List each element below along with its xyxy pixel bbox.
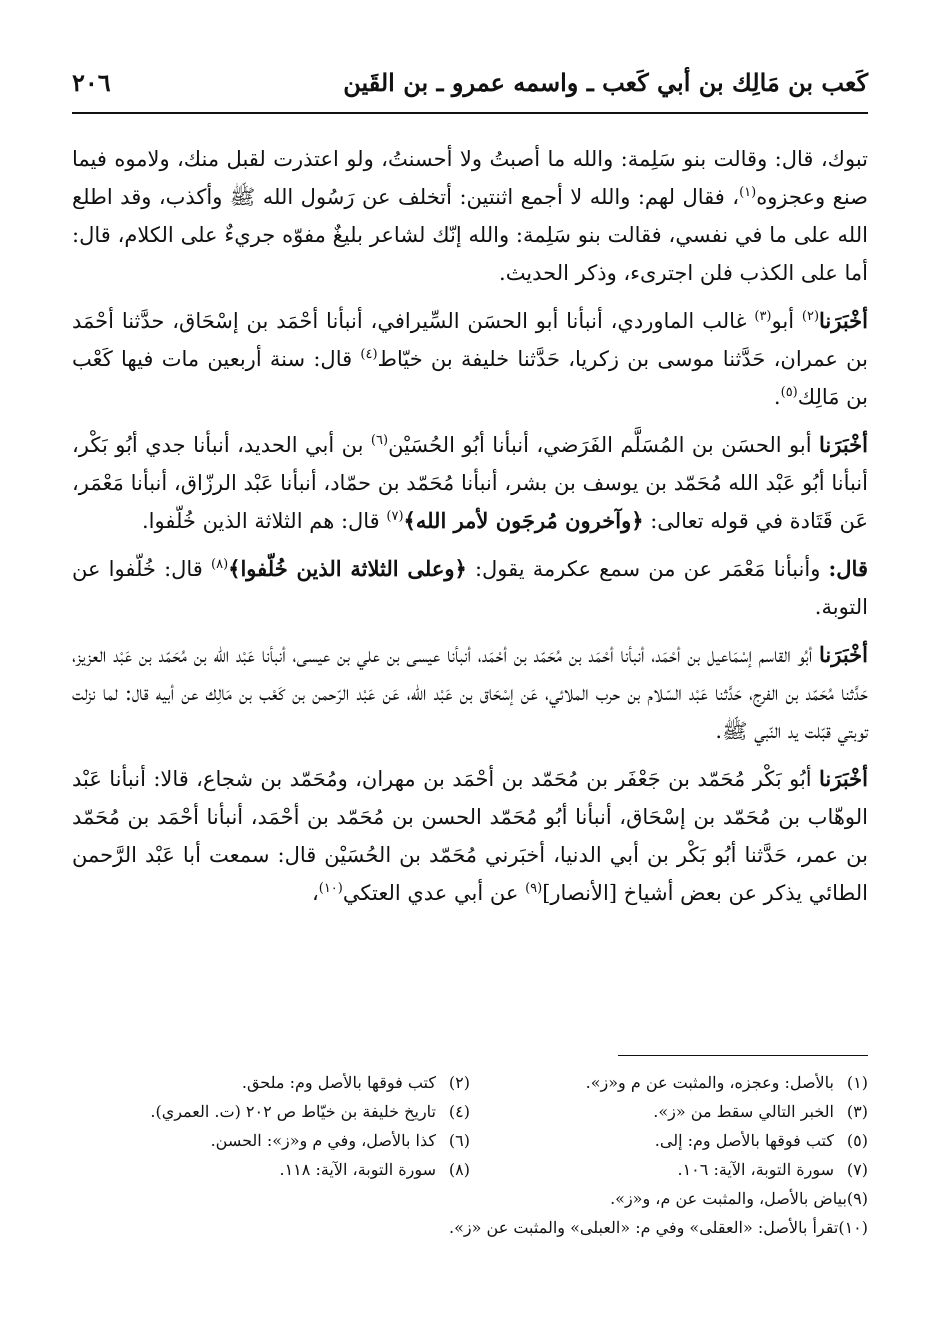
footnote-text: الخبر التالي سقط من «ز». [653,1102,834,1121]
footnote-number: (٤) [448,1102,470,1121]
quran-quote: ﴿وآخرون مُرجَون لأمر الله﴾ [403,508,644,533]
hadith-lead: أخْبَرَنا [819,432,868,457]
paragraph-text: ، فقال لهم: والله لا أجمع اثنتين: أتخلف عن رَسُول الله ﷺ وأكذب، وقد اطلع الله على ما في نفسي، فقالت بنو سَلِمة: والله إنّك لشاعر بليغٌ مفوّه جريءٌ على الكلام، قال: أما على الكذب فلن اجترىء، وذكر الحديث. [72,185,868,285]
footnote-item [72,1189,868,1208]
paragraph-text: أبُو بَكْر مُحَمّد بن جَعْفَر بن مُحَمّد بن أحْمَد بن مهران، ومُحَمّد بن شجاع، قالا: أنبأنا عَبْد الوهّاب بن مُحَمّد بن إسْحَاق، أنبأنا أبُو مُحَمّد الحسن بن مُحَمّد بن أحْمَد، أنبأنا أحْمَد بن مُحَمّد بن عمر، حَدَّثنا أبُو بَكْر بن أبي الدنيا، أخبَرني مُحَمّد بن الحُسَيْن قال: سمعت أبا عَبْد الرَّحمن الطائي يذكر عن بعض أشياخ [الأنصار] [72,767,868,905]
footnote-ref[interactable]: (٤) [360,347,378,362]
footnote-item [72,1218,868,1237]
footnote-item [470,1102,868,1121]
footnote-item [470,1160,868,1179]
footnote-ref[interactable]: (١٠) [318,881,343,896]
main-text [72,140,868,922]
footnote-item [72,1102,470,1121]
footnote-number: (٧) [846,1160,868,1179]
paragraph-1 [72,140,868,292]
footnote-row [72,1155,868,1184]
footnote-text: تاريخ خليفة بن خيّاط ص ٢٠٢ (ت. العمري). [150,1102,436,1121]
paragraph-text: أبُو القاسم إسْمَاعيل بن أحْمَد، أنبأنا أحْمَد بن مُحَمّد بن أحْمَد، أنبأنا عيسى بن علي بن عيسى، أنبأنا عَبْد الله بن مُحَمّد بن عَبْد العزيز، حَدَّثنا مُحَمّد بن الفرج، حَدَّثنا عَبْد السّلام بن حرب الملائي، عَن إسْحَاق بن عَبْد الله، عَن عَبْد الرّحمن بن كَعْب بن مَالِك عن أبيه قال: لما نزلت توبتي قبّلت يد النّبي ﷺ. [72,643,868,743]
footnote-ref[interactable]: (٢) [801,309,820,324]
paragraph-text: عن أبي عدي العتكي [342,881,526,905]
footnote-text: بالأصل: وعجزه، والمثبت عن م و«ز». [585,1073,834,1092]
paragraph-text: وأنبأنا مَعْمَر عن من سمع عكرمة يقول: [466,557,829,581]
footnote-row [72,1097,868,1126]
footnote-ref[interactable]: (٦) [370,433,389,448]
footnote-ref[interactable]: (١) [739,185,757,200]
footnote-number: (١٠) [838,1218,868,1237]
paragraph-text: قال: سنة أربعين مات فيها كَعْب بن مَالِك [72,347,868,409]
footnote-ref[interactable]: (٨) [211,557,229,572]
footnote-number: (٩) [846,1189,868,1208]
footnote-row [72,1126,868,1155]
footnote-number: (٦) [448,1131,470,1150]
footnote-text: تقرأ بالأصل: «العقلى» وفي م: «العبلى» والمثبت عن «ز». [449,1218,839,1237]
paragraph-5 [72,636,868,750]
hadith-lead: قال: [828,556,868,581]
paragraph-text: غالب الماوردي، أنبأنا أبو الحسَن السِّيرافي، أنبأنا أحْمَد بن إسْحَاق، حدَّثنا أحْمَد بن عمران، حَدَّثنا موسى بن زكريا، حَدَّثنا خليفة بن خيّاط [72,309,869,371]
footnote-text: سورة التوبة، الآية: ١٠٦. [677,1160,834,1179]
footnote-number: (٨) [448,1160,470,1179]
footnote-ref[interactable]: (٩) [525,881,543,896]
paragraph-text: بن أبي الحديد، أنبأنا جدي أبُو بَكْر، أنبأنا أبُو عَبْد الله مُحَمّد بن يوسف بن بشر، أنبأنا مُحَمّد بن حمّاد، أنبأنا عَبْد الرزّاق، أنبأنا مَعْمَر، عَن قَتَادة في قوله تعالى: [72,433,868,533]
paragraph-3 [72,426,868,540]
paragraph-text: أبو الحسَن بن المُسَلَّم الفَرَضي، أنبأنا أبُو الحُسَيْن [388,433,819,457]
footnote-ref[interactable]: (٥) [780,385,798,400]
footnote-item [72,1073,470,1092]
footnote-text: كتب فوقها بالأصل وم: ملحق. [241,1073,436,1092]
footnote-text: كذا بالأصل، وفي م و«ز»: الحسن. [210,1131,436,1150]
footnote-number: (١) [846,1073,868,1092]
footnote-row [72,1068,868,1097]
footnote-item [470,1073,868,1092]
hadith-lead: أخْبَرَنا [819,766,868,791]
quran-quote: ﴿وعلى الثلاثة الذين خُلّفوا﴾ [228,556,467,581]
paragraph-text: ، [311,881,319,905]
footnote-text: بياض بالأصل، والمثبت عن م، و«ز». [610,1189,847,1208]
footnote-ref[interactable]: (٧) [386,509,404,524]
footnote-text: كتب فوقها بالأصل وم: إلى. [654,1131,834,1150]
paragraph-text: قال: هم الثلاثة الذين خُلّفوا. [141,509,387,533]
paragraph-text: قال: خُلّفوا عن التوبة. [72,557,868,619]
footnote-number: (٥) [846,1131,868,1150]
page-number: ٢٠٦ [72,68,111,97]
footnote-rule [618,1055,868,1056]
footnote-number: (٣) [846,1102,868,1121]
footnote-number: (٢) [448,1073,470,1092]
hadith-lead: أخْبَرَنا [819,308,868,333]
paragraph-4 [72,550,868,626]
hadith-lead: أخْبَرَنا [819,642,868,667]
paragraph-6 [72,760,868,912]
header-rule [72,112,868,114]
footnote-item [470,1131,868,1150]
paragraph-text: تبوك، قال: وقالت بنو سَلِمة: والله ما أصبتُ ولا أحسنتُ، ولو اعتذرت لقبل منك، ولاموه فيما صنع وعجزوه [72,147,868,209]
page-header [72,62,868,110]
paragraph-text: . [773,385,781,409]
footnote-item [72,1160,470,1179]
footnote-ref[interactable]: (٣) [754,309,772,324]
paragraph-2 [72,302,868,416]
footnote-item [72,1131,470,1150]
footnote-row [72,1184,868,1213]
paragraph-text: أبو [771,309,802,333]
footnotes [72,1068,868,1242]
footnote-text: سورة التوبة، الآية: ١١٨. [279,1160,436,1179]
footnote-row [72,1213,868,1242]
running-title: كَعب بن مَالِك بن أبي كَعب ـ واسمه عمرو ـ بن القَين [343,68,868,97]
